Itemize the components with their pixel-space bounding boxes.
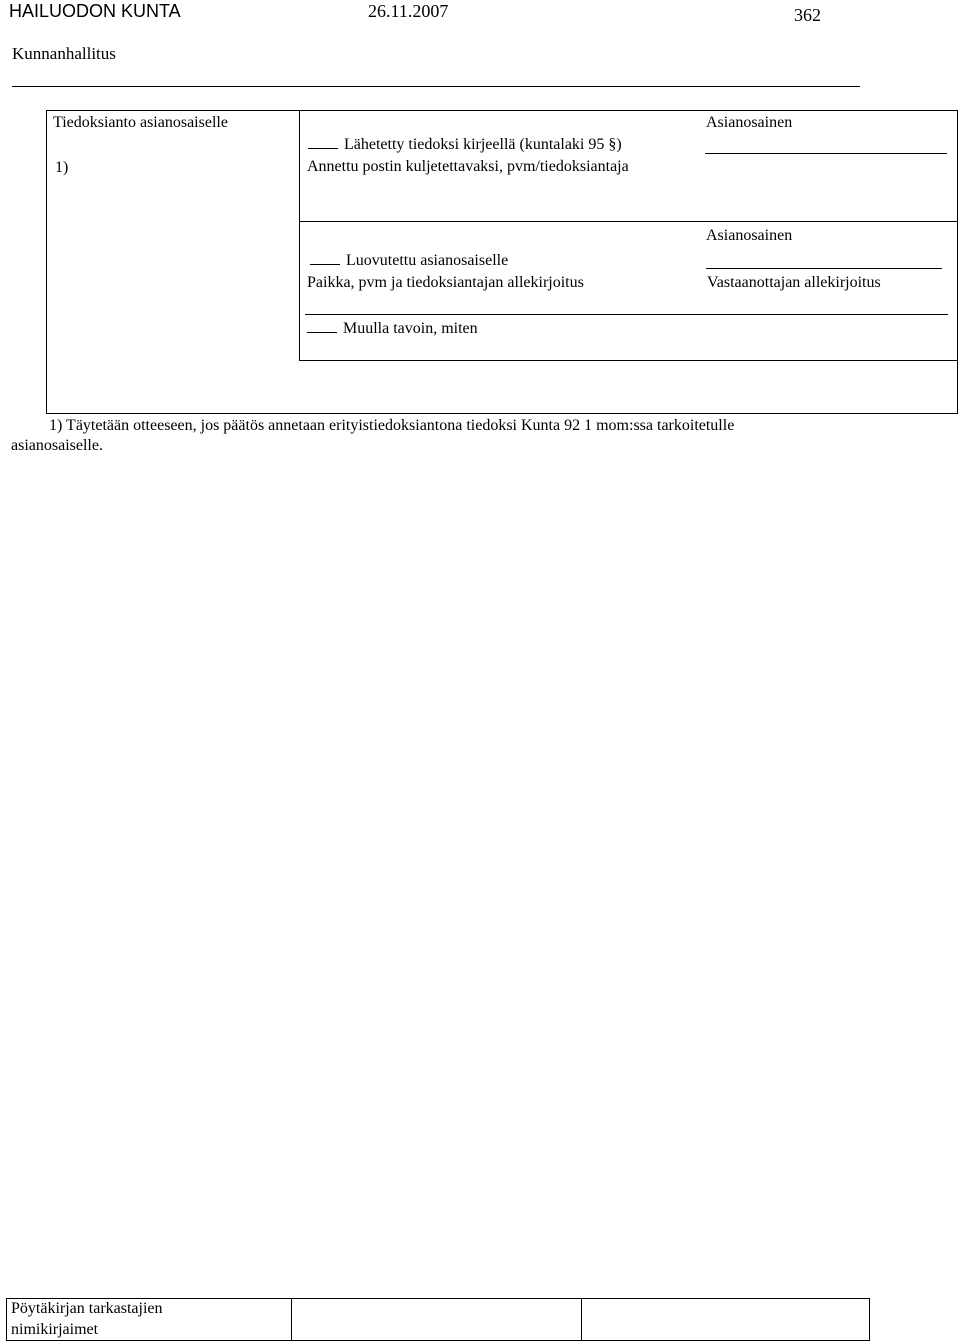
sent-by-letter-option[interactable] xyxy=(308,136,622,153)
checkbox-line[interactable] xyxy=(307,320,337,333)
post-label: Annettu postin kuljetettavaksi, pvm/tiedoksiantaja xyxy=(307,158,629,175)
column-divider xyxy=(299,110,300,361)
document-date: 26.11.2007 xyxy=(368,1,449,21)
party-label-1: Asianosainen xyxy=(706,114,793,131)
row-divider-2 xyxy=(299,360,957,361)
notice-title: Tiedoksianto asianosaiselle xyxy=(53,114,228,131)
party-signature-line-2[interactable] xyxy=(706,268,942,269)
party-signature-line-1[interactable] xyxy=(705,153,947,154)
signature-line-3[interactable] xyxy=(305,314,948,315)
footer-divider-2 xyxy=(581,1298,582,1341)
row-divider-1 xyxy=(299,221,957,222)
delivered-option[interactable] xyxy=(310,252,508,269)
recipient-signature-label: Vastaanottajan allekirjoitus xyxy=(707,274,881,291)
footer-divider-1 xyxy=(291,1298,292,1341)
checkbox-line[interactable] xyxy=(308,136,338,149)
other-method-label: Muulla tavoin, miten xyxy=(343,320,478,337)
footnote-line-1: 1) Täytetään otteeseen, jos päätös annetaan erityistiedoksiantona tiedoksi Kunta 92 1 mom:ssa tarkoitetulle xyxy=(49,417,735,434)
party-label-2: Asianosainen xyxy=(706,227,793,244)
body-name: Kunnanhallitus xyxy=(12,44,116,63)
footnote-line-2: asianosaiselle. xyxy=(11,437,103,454)
municipality-name: HAILUODON KUNTA xyxy=(9,1,181,21)
checkbox-line[interactable] xyxy=(310,252,340,265)
footer-label-line-2: nimikirjaimet xyxy=(11,1321,99,1338)
footnote-marker: 1) xyxy=(55,159,69,176)
other-method-option[interactable] xyxy=(307,320,478,337)
footer-label-line-1: Pöytäkirjan tarkastajien xyxy=(11,1300,163,1317)
header-rule xyxy=(12,86,860,87)
page-number: 362 xyxy=(794,5,821,25)
delivered-label: Luovutettu asianosaiselle xyxy=(346,252,509,269)
place-date-signature-label: Paikka, pvm ja tiedoksiantajan allekirjoitus xyxy=(307,274,584,291)
sent-label: Lähetetty tiedoksi kirjeellä (kuntalaki 95 §) xyxy=(344,136,622,153)
